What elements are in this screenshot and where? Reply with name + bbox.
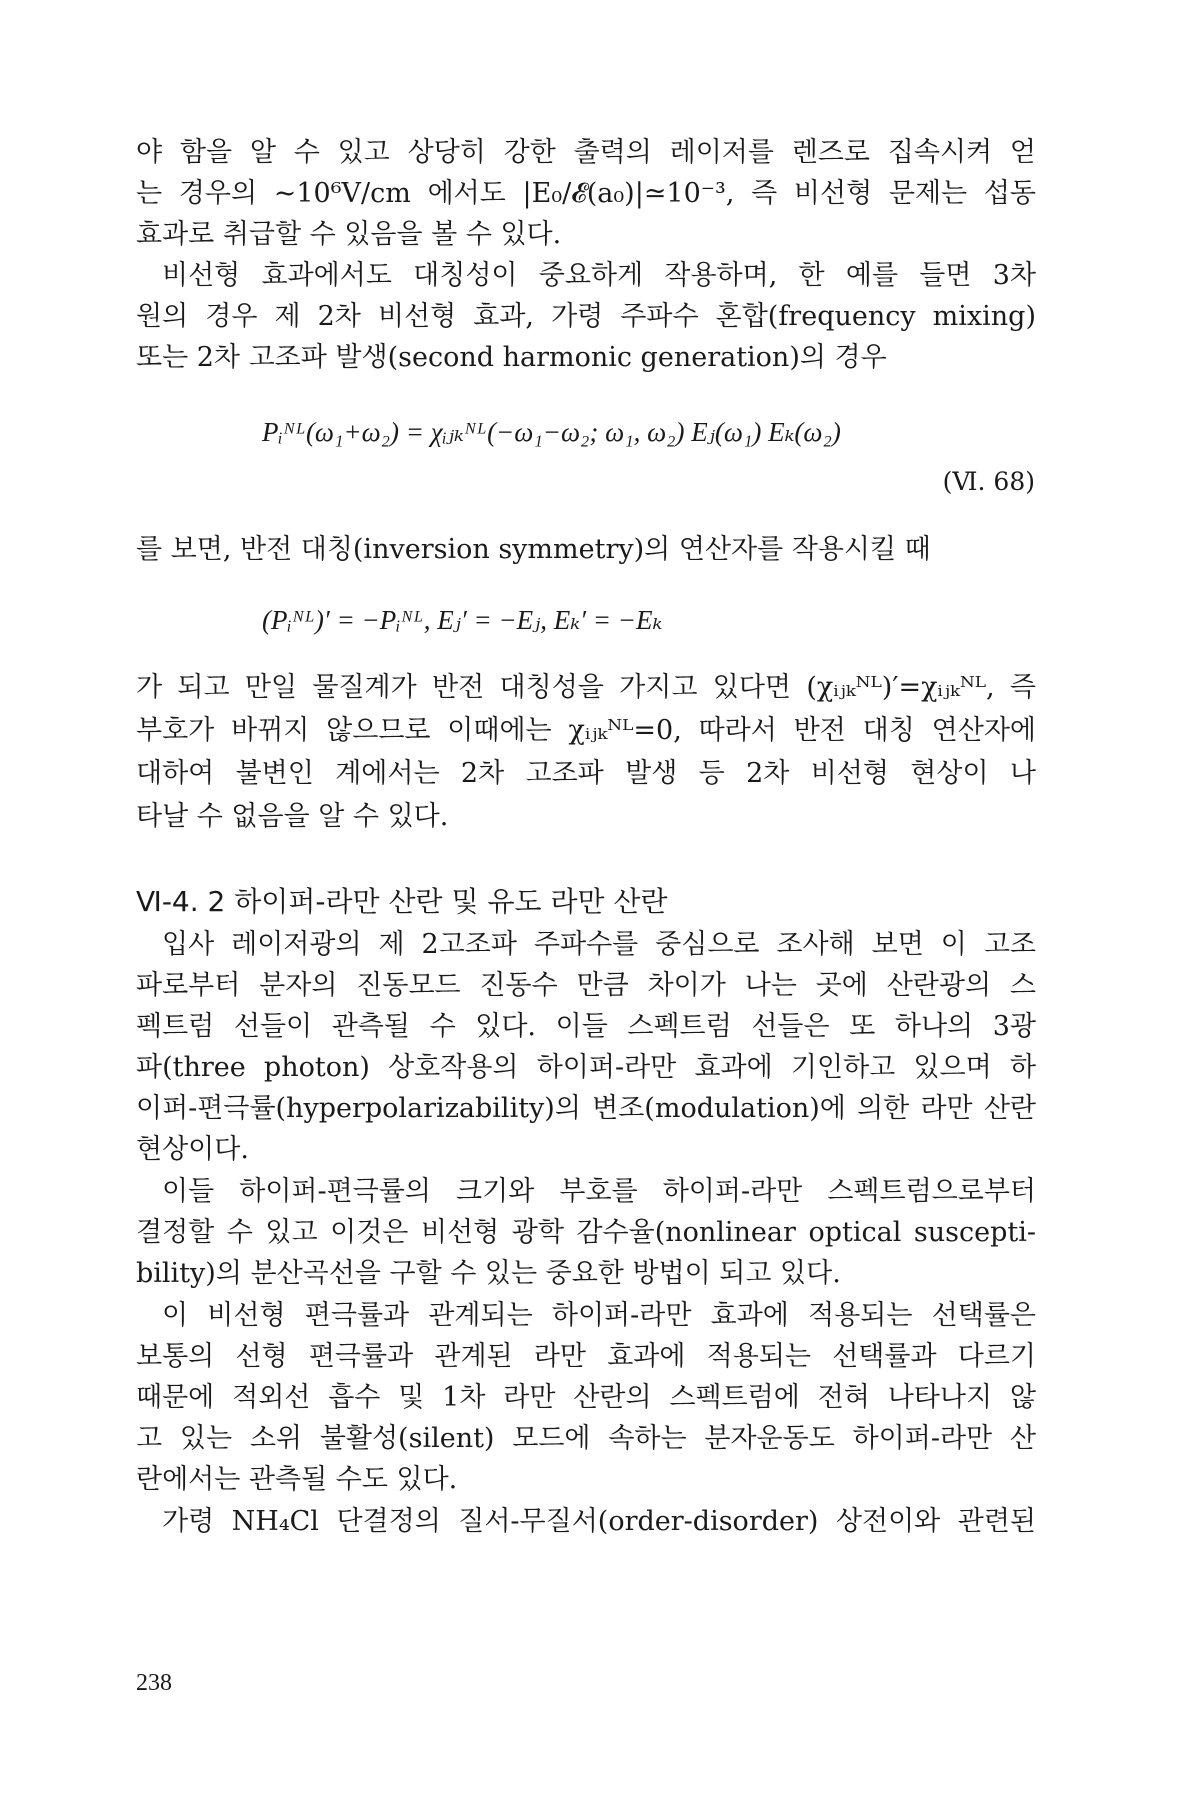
text-line: 가 되고 만일 물질계가 반전 대칭성을 가지고 있다면 (χᵢⱼₖᴺᴸ)′=χᵢⱼₖᴺᴸ, 즉 [136,672,1036,703]
equation-VI-68: Pᵢᴺᴸ(ω₁+ω₂) = χᵢⱼₖᴺᴸ(−ω₁−ω₂; ω₁, ω₂) Eⱼ(ω₁) Eₖ(ω₂) [262,417,841,447]
text-line: 를 보면, 반전 대칭(inversion symmetry)의 연산자를 작용시킬 때 [136,534,931,565]
text-line: 이 비선형 편극률과 관계되는 하이퍼-라만 효과에 적용되는 선택률은 [162,1300,1036,1331]
text-line: 때문에 적외선 흡수 및 1차 라만 산란의 스펙트럼에 전혀 나타나지 않 [136,1382,1036,1413]
text-line: 파(three photon) 상호작용의 하이퍼-라만 효과에 기인하고 있으며 하 [136,1052,1036,1083]
text-line: 이퍼-편극률(hyperpolarizability)의 변조(modulation)에 의한 라만 산란 [136,1093,1036,1124]
text-line: 타날 수 없음을 알 수 있다. [136,801,449,832]
text-line: 효과로 취급할 수 있음을 볼 수 있다. [136,219,562,250]
text-line: 고 있는 소위 불활성(silent) 모드에 속하는 분자운동도 하이퍼-라만 산 [136,1423,1036,1454]
text-line: 원의 경우 제 2차 비선형 효과, 가령 주파수 혼합(frequency mixing) [136,301,1036,332]
text-line: 또는 2차 고조파 발생(second harmonic generation)의 경우 [136,342,887,373]
equation-number: (Ⅵ. 68) [942,467,1035,496]
text-line: 파로부터 분자의 진동모드 진동수 만큼 차이가 나는 곳에 산란광의 스 [136,970,1036,1001]
text-line: 현상이다. [136,1134,249,1165]
text-line: 대하여 불변인 계에서는 2차 고조파 발생 등 2차 비선형 현상이 나 [136,758,1036,789]
text-line: 이들 하이퍼-편극률의 크기와 부호를 하이퍼-라만 스펙트럼으로부터 [162,1176,1036,1207]
text-line: 비선형 효과에서도 대칭성이 중요하게 작용하며, 한 예를 들면 3차 [162,260,1036,291]
text-line: 가령 NH₄Cl 단결정의 질서-무질서(order-disorder) 상전이와 관련된 [162,1506,1036,1537]
equation-inversion: (Pᵢᴺᴸ)′ = −Pᵢᴺᴸ, Eⱼ′ = −Eⱼ, Eₖ′ = −Eₖ [262,605,663,635]
page-number: 238 [136,1670,172,1696]
text-line: 부호가 바뀌지 않으므로 이때에는 χᵢⱼₖᴺᴸ=0, 따라서 반전 대칭 연산자에 [136,715,1036,746]
text-line: 보통의 선형 편극률과 관계된 라만 효과에 적용되는 선택률과 다르기 [136,1341,1036,1372]
text-line: 입사 레이저광의 제 2고조파 주파수를 중심으로 조사해 보면 이 고조 [162,929,1036,960]
text-line: bility)의 분산곡선을 구할 수 있는 중요한 방법이 되고 있다. [136,1258,841,1289]
text-line: 펙트럼 선들이 관측될 수 있다. 이들 스펙트럼 선들은 또 하나의 3광 [136,1011,1036,1042]
text-line: 야 함을 알 수 있고 상당히 강한 출력의 레이저를 렌즈로 집속시켜 얻 [136,137,1036,168]
text-line: 는 경우의 ~10⁶V/cm 에서도 |E₀/𝓔(a₀)|≃10⁻³, 즉 비선형 문제는 섭동 [136,178,1036,209]
section-heading: Ⅵ-4. 2 하이퍼-라만 산란 및 유도 라만 산란 [136,885,668,918]
text-line: 란에서는 관측될 수도 있다. [136,1464,458,1495]
text-line: 결정할 수 있고 이것은 비선형 광학 감수율(nonlinear optical suscepti- [136,1217,1036,1248]
